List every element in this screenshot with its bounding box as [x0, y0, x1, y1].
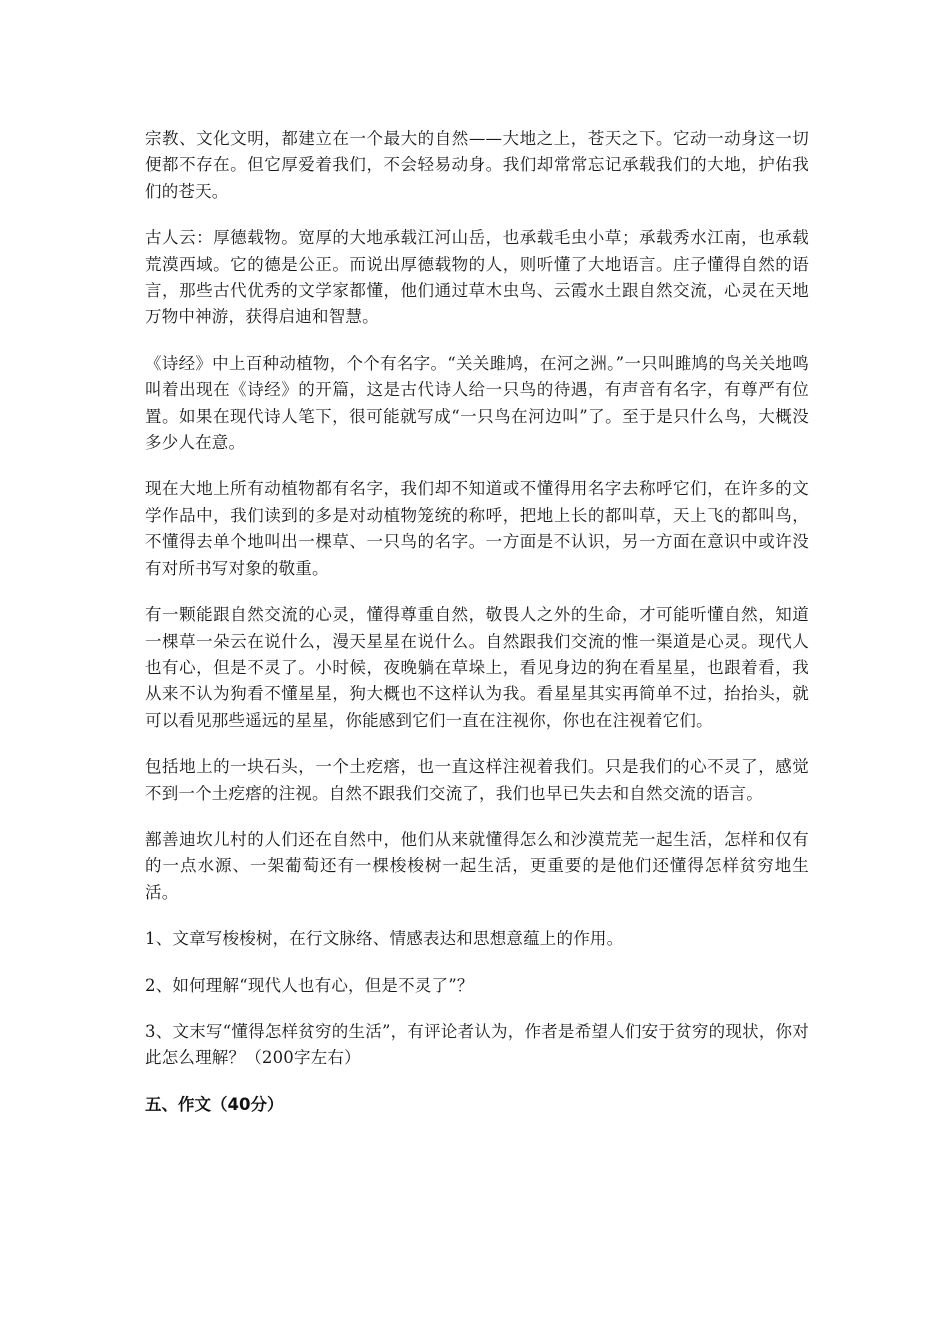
paragraph-1: 宗教、文化文明，都建立在一个最大的自然——大地之上，苍天之下。它动一动身这一切便都不存在。但它厚爱着我们，不会轻易动身。我们却常常忘记承载我们的大地，护佑我们的苍天。	[145, 129, 809, 201]
paragraph-3: 《诗经》中上百种动植物，个个有名字。“关关雎鸠，在河之洲。”一只叫雎鸠的鸟关关地鸣叫着出现在《诗经》的开篇，这是古代诗人给一只鸟的待遇，有声音有名字，有尊严有位置。如果在现代诗人笔下，很可能就写成“一只鸟在河边叫”了。至于是只什么鸟，大概没多少人在意。	[145, 353, 809, 453]
paragraph-5: 有一颗能跟自然交流的心灵，懂得尊重自然，敬畏人之外的生命，才可能听懂自然，知道一棵草一朵云在说什么，漫天星星在说什么。自然跟我们交流的惟一渠道是心灵。现代人也有心，但是不灵了。小时候，夜晚躺在草垛上，看见身边的狗在看星星，也跟着看，我从来不认为狗看不懂星星，狗大概也不这样认为我。看星星其实再简单不过，抬抬头，就可以看见那些遥远的星星，你能感到它们一直在注视你，你也在注视着它们。	[145, 605, 809, 730]
question-2: 2、如何理解“现代人也有心，但是不灵了”？	[145, 975, 474, 995]
question-3: 3、文末写“懂得怎样贫穷的生活”，有评论者认为，作者是希望人们安于贫穷的现状，你对此怎么理解？（200字左右）	[145, 1021, 809, 1068]
paragraph-4: 现在大地上所有动植物都有名字，我们却不知道或不懂得用名字去称呼它们，在许多的文学作品中，我们读到的多是对动植物笼统的称呼，把地上长的都叫草，天上飞的都叫鸟，不懂得去单个地叫出一棵草、一只鸟的名字。一方面是不认识，另一方面在意识中或许没有对所书写对象的敬重。	[145, 479, 809, 578]
question-1: 1、文章写梭梭树，在行文脉络、情感表达和思想意蕴上的作用。	[145, 929, 624, 949]
paragraph-7: 鄯善迪坎儿村的人们还在自然中，他们从来就懂得怎么和沙漠荒芜一起生活，怎样和仅有的一点水源、一架葡萄还有一棵梭梭树一起生活，更重要的是他们还懂得怎样贫穷地生活。	[145, 829, 809, 902]
paragraph-6: 包括地上的一块石头，一个土疙瘩，也一直这样注视着我们。只是我们的心不灵了，感觉不到一个土疙瘩的注视。自然不跟我们交流了，我们也早已失去和自然交流的语言。	[145, 757, 809, 803]
section-title-composition: 五、作文（40分）	[145, 1094, 284, 1114]
paragraph-2: 古人云：厚德载物。宽厚的大地承载江河山岳，也承载毛虫小草；承载秀水江南，也承载荒漠西域。它的德是公正。而说出厚德载物的人，则听懂了大地语言。庄子懂得自然的语言，那些古代优秀的文学家都懂，他们通过草木虫鸟、云霞水土跟自然交流，心灵在天地万物中神游，获得启迪和智慧。	[145, 228, 809, 327]
document-page	[145, 126, 809, 1118]
